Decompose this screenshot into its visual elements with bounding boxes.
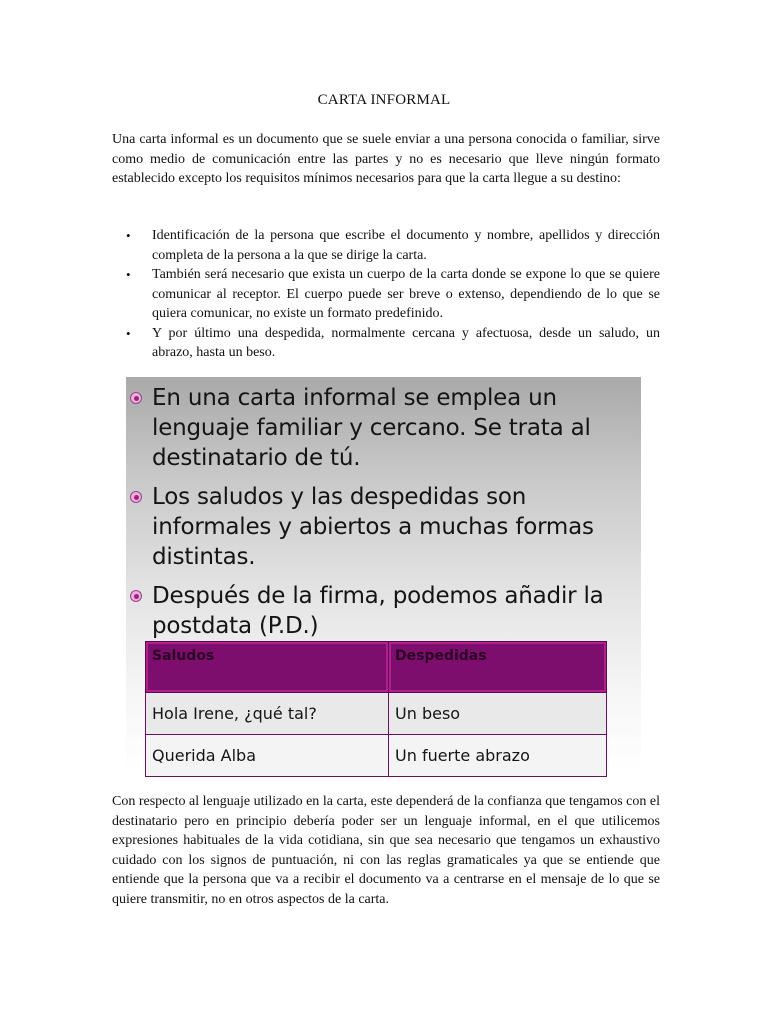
bullet-marker: •	[126, 267, 131, 282]
table-header-row	[146, 642, 607, 693]
list-item-text: Identificación de la persona que escribe el documento y nombre, apellidos y dirección completa de la persona a la que se dirige la carta.	[152, 228, 660, 263]
page-title: CARTA INFORMAL	[317, 92, 451, 108]
list-item	[112, 324, 660, 363]
table-row	[146, 693, 607, 735]
closing-paragraph: Con respecto al lenguaje utilizado en la carta, este dependerá de la confianza que tengamos con el destinatario pero en principio debería poder ser un lenguaje informal, en el que utilicemos expresiones habituales de la vida cotidiana, sin que sea necesario que tengamos un exhaustivo cuidado con los signos de puntuación, ni con las reglas gramaticales ya que se entiende que entiende que la persona que va a recibir el documento va a centrarse en el mensaje de lo que se quiere transmitir, no en otros aspectos de la carta.	[112, 794, 660, 907]
circle-bullet-icon	[130, 392, 142, 404]
list-item-text: También será necesario que exista un cuerpo de la carta donde se expone lo que se quiere comunicar al receptor. El cuerpo puede ser breve o extenso, dependiendo de lo que se quiera comunicar, no existe un formato predefinido.	[152, 267, 660, 321]
column-header: Despedidas	[389, 642, 607, 693]
table-cell: Querida Alba	[146, 735, 389, 777]
slide-bullet-text: Después de la firma, podemos añadir la postdata (P.D.)	[152, 583, 604, 639]
list-item	[112, 226, 660, 265]
circle-bullet-icon	[130, 491, 142, 503]
bullet-marker: •	[126, 325, 131, 341]
table-cell: Hola Irene, ¿qué tal?	[146, 693, 389, 735]
table-cell: Un beso	[389, 693, 607, 735]
requirements-list	[112, 226, 660, 363]
greetings-table	[145, 641, 607, 777]
column-header: Saludos	[146, 642, 389, 693]
list-item	[112, 265, 660, 324]
slide-bullet-text: En una carta informal se emplea un lenguaje familiar y cercano. Se trata al destinatario de tú.	[152, 385, 591, 471]
table-cell: Un fuerte abrazo	[389, 735, 607, 777]
list-item-text: Y por último una despedida, normalmente cercana y afectuosa, desde un saludo, un abrazo, hasta un beso.	[152, 325, 660, 360]
circle-bullet-icon	[130, 590, 142, 602]
slide-bullet-text: Los saludos y las despedidas son informales y abiertos a muchas formas distintas.	[152, 484, 594, 570]
table-row	[146, 735, 607, 777]
bullet-marker: •	[126, 228, 131, 243]
intro-paragraph: Una carta informal es un documento que se suele enviar a una persona conocida o familiar, sirve como medio de comunicación entre las partes y no es necesario que lleve ningún formato establecido excepto los requisitos mínimos necesarios para que la carta llegue a su destino:	[112, 132, 660, 186]
